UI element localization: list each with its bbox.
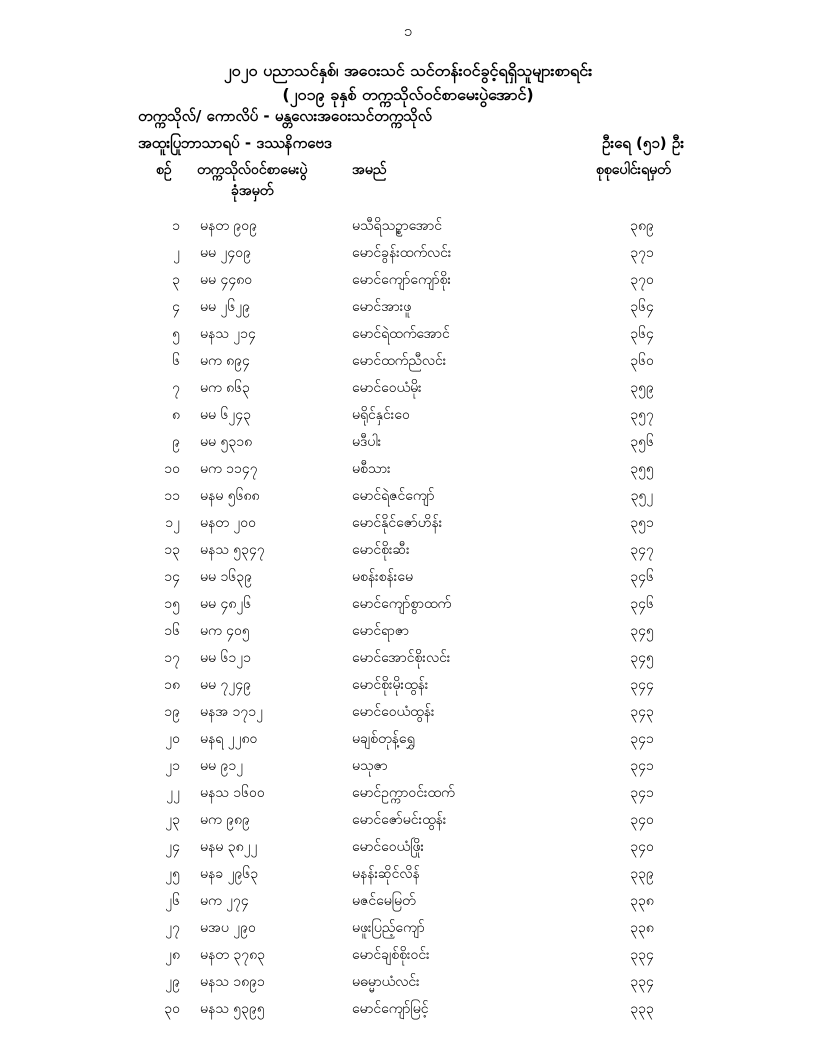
table-row [0,266,816,293]
row-roll-number: မနမ ၅၆၈၈ [200,488,260,504]
row-name: မောင်ဝေယံဖြိုး [352,839,425,855]
row-number: ၉ [172,434,180,450]
table-row [0,914,816,941]
row-marks: ၃၃၄ [630,947,654,963]
row-name: မစန်းစန်းမေ [352,569,413,585]
row-number: ၁၅ [164,596,180,612]
row-marks: ၃၇၁ [630,245,654,261]
row-roll-number: မက ၈၆၃ [200,380,250,396]
table-row [0,698,816,725]
row-roll-number: မမ ၂၄၀၉ [200,245,251,261]
row-marks: ၃၃၈ [630,893,654,909]
row-marks: ၃၄၀ [630,839,654,855]
row-name: မောင်ကျော်စွာထက် [352,596,452,612]
row-name: မစီသား [352,461,391,477]
row-number: ၁၇ [164,650,180,666]
table-row [0,671,816,698]
row-number: ၂၈ [165,947,180,963]
table-row [0,725,816,752]
row-marks: ၃၃၈ [630,920,654,936]
row-marks: ၃၅၁ [630,515,654,531]
row-marks: ၃၃၄ [630,974,654,990]
row-number: ၇ [172,380,180,396]
row-marks: ၃၈၉ [630,218,654,234]
row-number: ၂၀ [165,731,180,747]
table-row [0,563,816,590]
table-row [0,293,816,320]
row-number: ၂၃ [165,812,180,828]
row-name: မောင်ချစ်စိုးဝင်း [352,947,430,963]
row-roll-number: မနတ ၂၀၀ [200,515,256,531]
row-marks: ၃၄၅ [630,623,654,639]
row-number: ၃ [172,272,180,288]
table-row [0,401,816,428]
row-marks: ၃၃၉ [630,866,654,882]
row-number: ၂၂ [166,785,180,801]
row-name: မောင်ရဲဇင်ကျော် [352,488,435,504]
row-roll-number: မနရ ၂၂၈၀ [200,731,258,747]
header-roll-line1: တက္ကသိုလ်ဝင်စာမေးပွဲ [197,162,308,178]
table-row [0,995,816,1022]
row-name: မောင်အောင်စိုးလင်း [352,650,451,666]
row-name: မောင်ရဲထက်အောင် [352,326,450,342]
major-line: အထူးပြုဘာသာရပ် - ဒဿနိကဗေဒ [138,134,332,152]
row-roll-number: မနခ ၂၉၆၃ [200,866,259,882]
row-marks: ၃၆၀ [630,353,654,369]
row-number: ၁၉ [164,704,180,720]
row-marks: ၃၄၀ [630,812,654,828]
row-marks: ၃၄၄ [630,677,654,693]
row-roll-number: မမ ၆၂၄၃ [200,407,251,423]
row-name: မောင်နိုင်ဇော်ဟိန်း [352,515,443,531]
row-roll-number: မနသ ၁၈၉၁ [200,974,265,990]
table-row [0,482,816,509]
row-number: ၆ [172,353,180,369]
header-no: စဉ် [156,162,172,178]
table-body [0,212,816,1022]
table-row [0,779,816,806]
row-name: မောင်ကျော်ကျော်စိုး [352,272,452,288]
row-roll-number: မနမ ၃၈၂၂ [200,839,258,855]
row-roll-number: မမ ၁၆၃၉ [200,569,252,585]
row-name: မောင်ကျော်မြင့် [352,1001,429,1017]
table-row [0,320,816,347]
row-name: မရိုင်နှင်းဝေ [352,407,410,423]
row-marks: ၃၄၁ [630,731,654,747]
row-number: ၁၃ [164,542,180,558]
row-number: ၁ [172,218,180,234]
table-row [0,536,816,563]
row-roll-number: မနသ ၅၃၄၇ [200,542,265,558]
row-name: မချစ်တုန့်ရွှေ [352,731,415,747]
row-number: ၈ [172,407,180,423]
row-marks: ၃၄၁ [630,758,654,774]
row-roll-number: မမ ၂၆၂၉ [200,299,250,315]
row-number: ၃၀ [164,1001,180,1017]
row-number: ၂၉ [165,974,180,990]
row-marks: ၃၅၆ [630,434,654,450]
row-marks: ၃၇၀ [630,272,654,288]
row-name: မောင်စိုးမိုးထွန်း [352,677,429,693]
university-line: တက္ကသိုလ်/ ကောလိပ် - မန္တလေးအဝေးသင်တက္ကသိုလ် [138,107,432,125]
row-marks: ၃၄၇ [630,542,654,558]
row-marks: ၃၅၅ [630,461,654,477]
table-row [0,428,816,455]
table-row [0,752,816,779]
table-header [0,160,816,200]
row-number: ၄ [172,299,180,315]
table-row [0,617,816,644]
header-marks: စုစုပေါင်းရမှတ် [596,162,671,178]
row-number: ၁၂ [165,515,180,531]
row-marks: ၃၃၃ [630,1001,654,1017]
table-row [0,374,816,401]
row-marks: ၃၄၆ [630,569,654,585]
row-number: ၂၇ [165,920,180,936]
row-name: မဇင်မေမြတ် [352,893,416,909]
row-marks: ၃၄၁ [630,785,654,801]
row-number: ၁၀ [164,461,180,477]
row-roll-number: မနသ ၅၃၉၅ [200,1001,265,1017]
row-number: ၂၅ [165,866,180,882]
row-number: ၁၁ [164,488,180,504]
row-roll-number: မနသ ၂၁၄ [200,326,256,342]
table-row [0,590,816,617]
row-number: ၂ [173,245,180,261]
row-name: မဓမ္မာယံလင်း [352,974,420,990]
row-roll-number: မမ ၆၁၂၁ [200,650,251,666]
table-row [0,833,816,860]
document-title: ၂၀၂၀ ပညာသင်နှစ်၊ အဝေးသင် သင်တန်းဝင်ခွင့်ရရှိသူများစာရင်း [223,61,593,80]
row-name: မောင်စိုးဆီး [352,542,410,558]
row-roll-number: မမ ၅၃၁၈ [200,434,253,450]
table-row [0,509,816,536]
table-row [0,806,816,833]
row-name: မဖူးပြည့်ကျော် [352,920,425,936]
row-number: ၂၆ [165,893,180,909]
row-name: မဒီပါး [352,434,382,450]
row-number: ၁၈ [164,677,180,693]
header-name: အမည် [352,162,387,178]
table-row [0,860,816,887]
row-name: မောင်ထက်ညီလင်း [352,353,447,369]
row-roll-number: မနတ ၃၇၈၃ [200,947,265,963]
table-row [0,644,816,671]
row-marks: ၃၆၄ [630,299,654,315]
row-roll-number: မက ၂၇၄ [200,893,249,909]
row-name: မနန်းဆိုင်လိန် [352,866,420,882]
row-roll-number: မမ ၇၂၄၉ [200,677,251,693]
row-roll-number: မက ၈၉၄ [200,353,250,369]
table-row [0,239,816,266]
row-roll-number: မနအ ၁၇၁၂ [200,704,264,720]
row-roll-number: မမ ၄၄၈၀ [200,272,253,288]
row-name: မသုဇာ [352,758,388,774]
row-roll-number: မနသ ၁၆၀၀ [200,785,265,801]
row-roll-number: မက ၄၀၅ [200,623,250,639]
row-roll-number: မအပ ၂၉၀ [200,920,256,936]
row-marks: ၃၄၆ [630,596,654,612]
count-line: ဦးရေ (၅၁) ဦး [601,134,684,152]
row-roll-number: မက ၁၁၄၇ [200,461,258,477]
row-marks: ၃၅၇ [630,407,654,423]
page-number: ၁ [403,22,413,40]
table-row [0,968,816,995]
document-subtitle: (၂၀၁၉ ခုနှစ် တက္ကသိုလ်ဝင်စာမေးပွဲအောင်) [282,85,534,104]
row-roll-number: မက ၉၈၉ [200,812,250,828]
row-name: မသီရိသဥ္စာအောင် [352,218,443,234]
row-name: မောင်ဥက္ကာဝင်းထက် [352,785,455,801]
row-name: မောင်အားဖူ [352,299,412,315]
row-name: မောင်ခွန်းထက်လင်း [352,245,452,261]
header-roll-line2: ခုံအမှတ် [231,183,274,199]
row-name: မောင်ရာဇာ [352,623,409,639]
row-marks: ၃၅၉ [630,380,654,396]
header-roll [197,160,307,202]
row-name: မောင်ဝေယံမိုး [352,380,422,396]
row-name: မောင်ဝေယံထွန်း [352,704,435,720]
table-row [0,887,816,914]
row-roll-number: မမ ၄၈၂၆ [200,596,252,612]
row-roll-number: မမ ၉၁၂ [200,758,244,774]
row-marks: ၃၆၄ [630,326,654,342]
row-marks: ၃၅၂ [630,488,654,504]
row-marks: ၃၄၃ [630,704,654,720]
table-row [0,212,816,239]
row-number: ၁၆ [164,623,180,639]
row-number: ၅ [172,326,180,342]
row-number: ၂၄ [165,839,180,855]
row-marks: ၃၄၅ [630,650,654,666]
row-number: ၁၄ [164,569,180,585]
row-number: ၂၁ [165,758,180,774]
table-row [0,455,816,482]
table-row [0,347,816,374]
table-row [0,941,816,968]
row-name: မောင်ဇော်မင်းထွန်း [352,812,447,828]
row-roll-number: မနတ ၉၀၉ [200,218,257,234]
